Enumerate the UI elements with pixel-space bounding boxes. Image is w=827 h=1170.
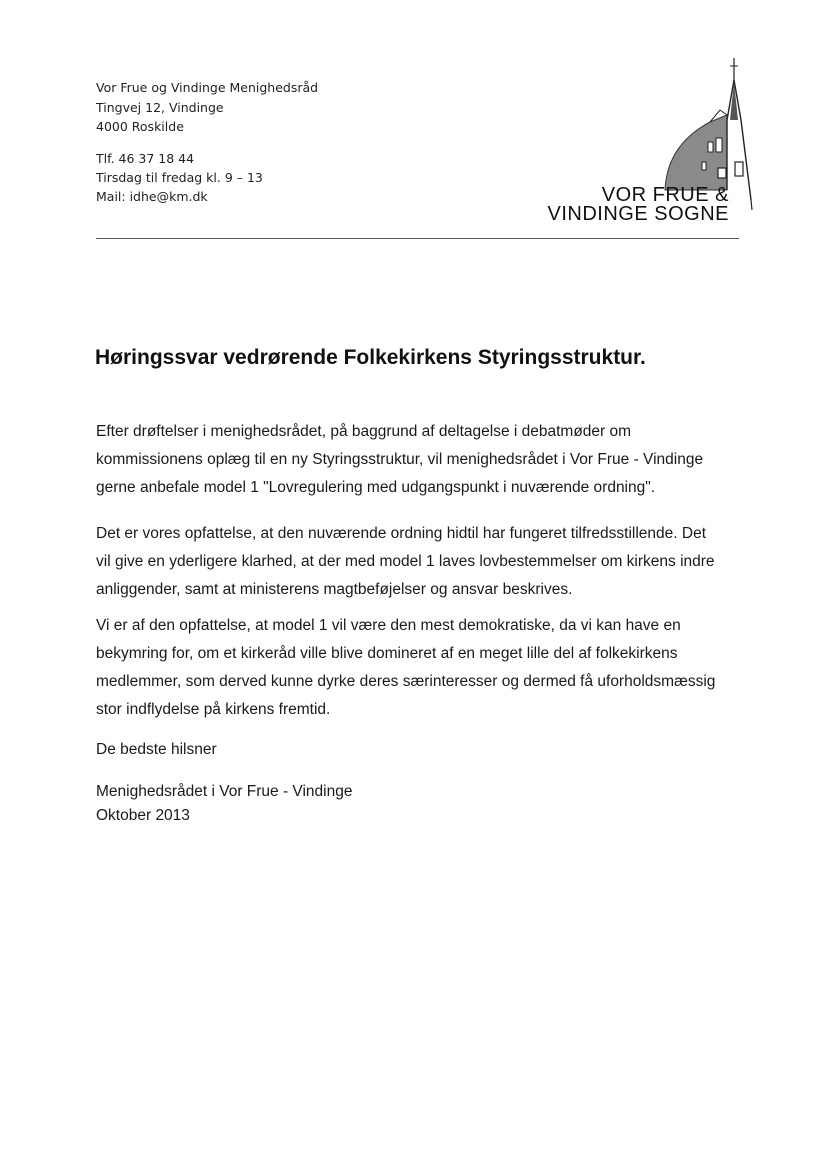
signature-block: [96, 780, 756, 828]
paragraph-line: Det er vores opfattelse, at den nuværende ordning hidtil har fungeret tilfredsstillende. Det: [96, 525, 707, 542]
paragraph-line: medlemmer, som derved kunne dyrke deres særinteresser og dermed få uforholdsmæssig: [96, 673, 716, 690]
letterhead-contact: [96, 149, 263, 206]
letterhead-address: [96, 78, 318, 137]
paragraph-line: gerne anbefale model 1 "Lovregulering med udgangspunkt i nuværende ordning".: [96, 479, 656, 496]
contact-phone: Tlf. 46 37 18 44: [96, 151, 195, 166]
paragraph-line: bekymring for, om et kirkeråd ville blive domineret af en meget lille del af folkekirkens: [96, 645, 678, 662]
letter-title: Høringssvar vedrørende Folkekirkens Styringsstruktur.: [95, 346, 646, 369]
paragraph-line: vil give en yderligere klarhed, at der med model 1 laves lovbestemmelser om kirkens indre: [96, 553, 715, 570]
logo-line-2: VINDINGE SOGNE: [547, 203, 729, 225]
paragraph-1: [96, 418, 756, 502]
paragraph-line: stor indflydelse på kirkens fremtid.: [96, 701, 331, 718]
signature-date: Oktober 2013: [96, 807, 190, 824]
paragraph-line: Efter drøftelser i menighedsrådet, på baggrund af deltagelse i debatmøder om: [96, 423, 632, 440]
address-line-1: Vor Frue og Vindinge Menighedsråd: [96, 80, 319, 95]
address-line-3: 4000 Roskilde: [96, 119, 184, 134]
contact-hours: Tirsdag til fredag kl. 9 – 13: [96, 170, 263, 185]
paragraph-line: anliggender, samt at ministerens magtbeføjelser og ansvar beskrives.: [96, 581, 573, 598]
logo-line-1: VOR FRUE &: [601, 184, 729, 206]
paragraph-3: [96, 612, 756, 724]
logo-wordmark: [505, 186, 729, 224]
parish-logo: [505, 50, 765, 235]
paragraph-2: [96, 520, 756, 604]
header-divider: [96, 238, 739, 239]
closing-greeting: De bedste hilsner: [96, 741, 217, 758]
address-line-2: Tingvej 12, Vindinge: [96, 99, 224, 115]
contact-mail: Mail: idhe@km.dk: [96, 189, 208, 204]
paragraph-line: kommissionens oplæg til en ny Styringsstruktur, vil menighedsrådet i Vor Frue - Vindinge: [96, 451, 704, 468]
paragraph-line: Vi er af den opfattelse, at model 1 vil være den mest demokratiske, da vi kan have en: [96, 617, 681, 634]
signature-sender: Menighedsrådet i Vor Frue - Vindinge: [96, 783, 353, 800]
